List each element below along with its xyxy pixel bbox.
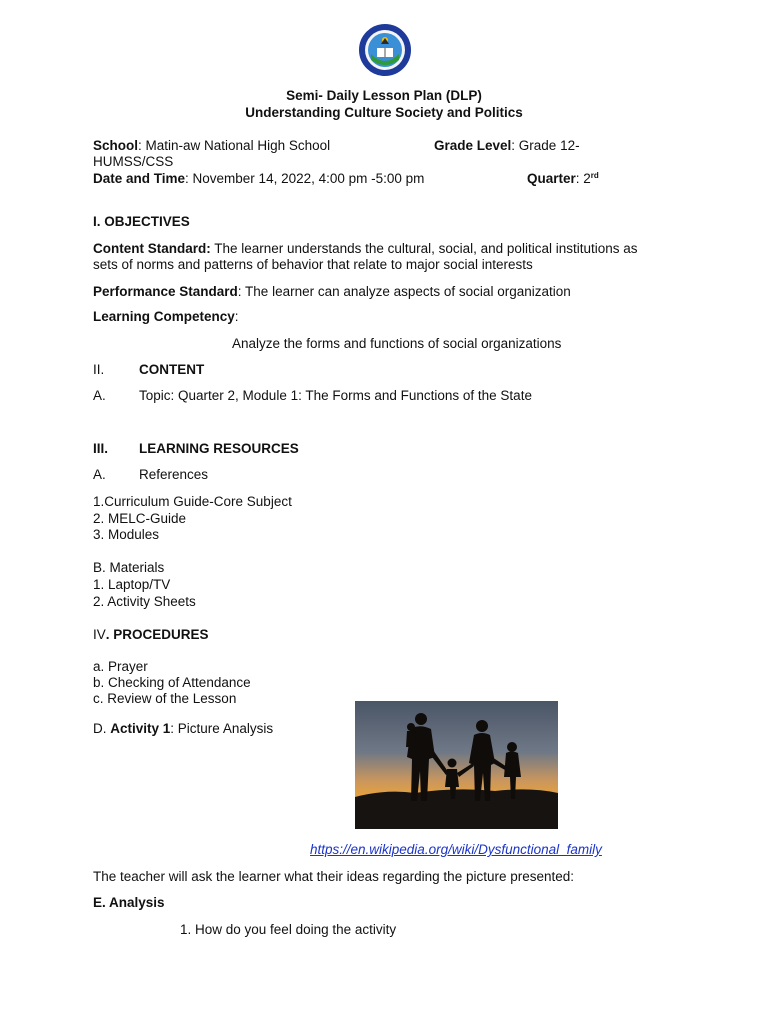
image-source-link[interactable]: https://en.wikipedia.org/wiki/Dysfunctional_family	[310, 842, 602, 857]
grade-line	[434, 138, 580, 153]
resources-a-letter: A.	[93, 467, 106, 482]
quarter-value: : 2	[575, 171, 591, 186]
content-standard-label: Content Standard:	[93, 241, 211, 256]
subject-title: Understanding Culture Society and Politics	[245, 105, 523, 120]
school-label: School	[93, 138, 139, 153]
references-label: References	[139, 467, 209, 482]
analysis-heading: E. Analysis	[93, 895, 165, 910]
school-logo	[354, 24, 416, 76]
content-standard-line1	[93, 241, 638, 256]
objectives-heading: I. OBJECTIVES	[93, 214, 190, 229]
activity-line	[93, 721, 273, 736]
family-silhouette-image	[355, 701, 558, 829]
list-item: c. Review of the Lesson	[93, 691, 237, 706]
materials-heading: B. Materials	[93, 560, 165, 575]
date-line	[93, 171, 424, 186]
content-a-letter: A.	[93, 388, 106, 403]
resources-heading: LEARNING RESOURCES	[139, 441, 299, 456]
list-item: 3. Modules	[93, 527, 160, 542]
resources-number: III.	[93, 441, 109, 456]
grade-continuation: HUMSS/CSS	[93, 154, 174, 169]
list-item: 2. Activity Sheets	[93, 594, 196, 609]
learning-competency	[93, 309, 239, 324]
analysis-question: 1. How do you feel doing the activity	[180, 922, 397, 937]
list-item: a. Prayer	[93, 659, 148, 674]
procedures-heading: . PROCEDURES	[105, 627, 209, 642]
content-number: II.	[93, 362, 105, 377]
procedures-number: IV	[93, 627, 106, 642]
performance-text: : The learner can analyze aspects of social organization	[237, 284, 571, 299]
page-title: Semi- Daily Lesson Plan (DLP)	[286, 88, 482, 103]
competency-label: Learning Competency	[93, 309, 235, 324]
grade-label: Grade Level	[434, 138, 512, 153]
competency-text: Analyze the forms and functions of social organizations	[232, 336, 562, 351]
content-standard-line2: sets of norms and patterns of behavior that relate to major social interests	[93, 257, 533, 272]
date-value: : November 14, 2022, 4:00 pm -5:00 pm	[185, 171, 425, 186]
activity-text: : Picture Analysis	[170, 721, 274, 736]
school-line	[93, 138, 330, 153]
content-heading: CONTENT	[139, 362, 205, 377]
school-value: : Matin-aw National High School	[138, 138, 331, 153]
performance-standard	[93, 284, 571, 299]
competency-colon: :	[234, 309, 239, 324]
quarter-line	[527, 171, 599, 186]
grade-value: : Grade 12-	[511, 138, 580, 153]
list-item: b. Checking of Attendance	[93, 675, 251, 690]
list-item: 1.Curriculum Guide-Core Subject	[93, 494, 292, 509]
topic-text: Topic: Quarter 2, Module 1: The Forms and Functions of the State	[139, 388, 532, 403]
activity-label: Activity 1	[110, 721, 171, 736]
procedures-line	[93, 627, 209, 642]
quarter-suffix: rd	[590, 171, 599, 180]
content-standard-text: The learner understands the cultural, social, and political institutions as	[210, 241, 638, 256]
date-label: Date and Time	[93, 171, 186, 186]
list-item: 2. MELC-Guide	[93, 511, 187, 526]
activity-prefix: D.	[93, 721, 111, 736]
quarter-label: Quarter	[527, 171, 576, 186]
teacher-note: The teacher will ask the learner what their ideas regarding the picture presented:	[93, 869, 575, 884]
list-item: 1. Laptop/TV	[93, 577, 171, 592]
performance-label: Performance Standard	[93, 284, 238, 299]
